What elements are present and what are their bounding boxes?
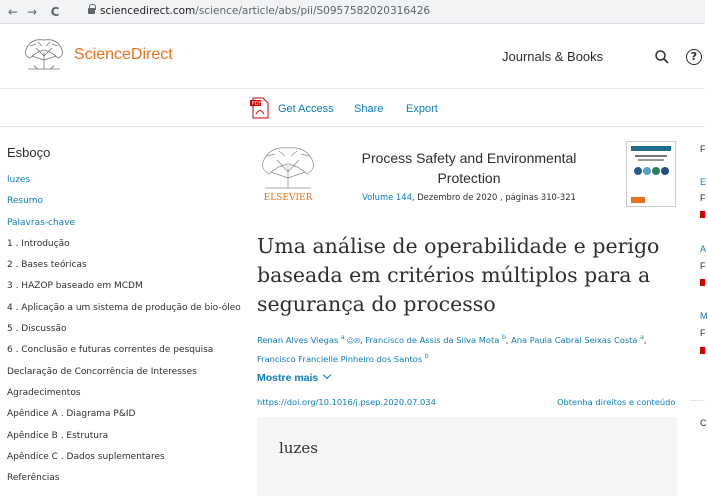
forward-icon[interactable]: → <box>26 5 38 19</box>
author-affiliation: b <box>501 334 506 341</box>
header-divider <box>0 88 705 89</box>
author-name[interactable]: Ana Paula Cabral Seixas Costa <box>511 334 638 345</box>
outline-item[interactable]: 6 . Conclusão e futuras correntes de pesquisa <box>7 345 214 356</box>
export-link[interactable]: Export <box>406 103 438 115</box>
get-access-link[interactable]: Get Access <box>278 103 334 115</box>
outline-item[interactable]: 4 . Aplicação a um sistema de produção de bio-óleo <box>7 302 241 313</box>
author-affiliation: b <box>424 352 429 360</box>
reload-icon[interactable]: C <box>50 5 60 19</box>
back-icon[interactable]: ← <box>7 5 19 19</box>
outline-item[interactable]: Declaração de Concorrência de Interesses <box>7 366 197 377</box>
lock-icon <box>88 8 95 14</box>
publisher-name: ELSEVIER <box>263 193 313 203</box>
outline-item[interactable]: Apêndice C . Dados suplementares <box>7 451 165 462</box>
author-affiliation: a <box>640 334 644 341</box>
right-sidebar-link-3[interactable]: M <box>700 311 708 321</box>
right-sidebar-link-2[interactable]: A <box>700 244 707 254</box>
search-icon[interactable] <box>655 50 669 64</box>
chevron-down-icon <box>323 371 331 379</box>
action-divider <box>0 126 705 127</box>
elsevier-logo-icon[interactable] <box>257 142 319 204</box>
author-list: Renan Alves Viegas $^a$ ☹✉, Francisco de Assis da Silva Mota $^b$, Ana Paula Cabral Seixas Costa $^a$, Francisco Francielle Pinheiro dos Santos $^b$ <box>257 334 647 364</box>
url-text[interactable]: sciencedirect.com/science/article/abs/pii/S0957582020316426 <box>100 5 431 17</box>
right-sidebar-meta-3: F <box>700 328 706 338</box>
outline-item[interactable]: Resumo <box>7 196 44 207</box>
author-name[interactable]: Francisco de Assis da Silva Mota <box>365 334 500 345</box>
share-link[interactable]: Share <box>354 103 384 115</box>
pdf-icon[interactable] <box>250 97 270 119</box>
right-sidebar-divider <box>690 400 705 401</box>
help-icon[interactable]: ? <box>686 49 702 65</box>
right-pdf-icon-3[interactable] <box>700 347 705 354</box>
outline-item[interactable]: 5 . Discussão <box>7 324 67 335</box>
highlights-section <box>257 417 677 496</box>
outline-item[interactable]: 2 . Bases teóricas <box>7 260 87 271</box>
browser-toolbar <box>0 0 705 24</box>
outline-item[interactable]: 3 . HAZOP baseado em MCDM <box>7 281 143 292</box>
outline-item[interactable]: 1 . Introdução <box>7 238 70 249</box>
article-title: Uma análise de operabilidade e perigo baseada em critérios múltiplos para a segurança do processo <box>257 234 660 316</box>
outline-item[interactable]: Agradecimentos <box>7 387 81 398</box>
right-pdf-icon-1[interactable] <box>700 211 705 218</box>
right-sidebar-heading-2: C <box>700 418 707 428</box>
elsevier-tree-logo-icon[interactable] <box>22 36 66 70</box>
outline-item[interactable]: Apêndice B . Estrutura <box>7 430 109 441</box>
right-sidebar-heading: F <box>700 144 706 154</box>
outline-item[interactable]: Palavras-chave <box>7 217 76 228</box>
outline-item[interactable]: Referências <box>7 473 60 484</box>
outline-item[interactable]: luzes <box>7 175 31 185</box>
show-more-button[interactable]: Mostre mais <box>257 372 330 384</box>
right-pdf-icon-2[interactable] <box>700 279 705 286</box>
outline-list <box>7 170 241 489</box>
volume-info: Volume 144, Dezembro de 2020 , páginas 310-321 <box>362 192 576 202</box>
journal-title[interactable]: Process Safety and Environmental Protection <box>361 150 577 186</box>
right-sidebar-meta-2: F <box>700 261 706 271</box>
right-sidebar-meta-1: F <box>700 193 706 203</box>
svg-text:PDF: PDF <box>251 101 262 107</box>
outline-item[interactable]: Apêndice A . Diagrama P&ID <box>7 409 136 420</box>
author-affiliation: a <box>340 334 345 341</box>
right-sidebar-link-1[interactable]: E <box>700 177 707 187</box>
journals-books-link[interactable]: Journals & Books <box>502 49 604 64</box>
author-contact-icon[interactable]: ☹✉ <box>344 336 360 345</box>
author-name[interactable]: Renan Alves Viegas <box>257 334 339 345</box>
doi-link[interactable]: https://doi.org/10.1016/j.psep.2020.07.034 <box>257 397 436 407</box>
brand-name[interactable]: ScienceDirect <box>74 46 173 63</box>
volume-link[interactable]: Volume 144 <box>362 192 412 202</box>
highlights-title: luzes <box>279 439 318 457</box>
rights-link[interactable]: Obtenha direitos e conteúdo <box>557 397 676 407</box>
journal-cover[interactable] <box>626 141 676 207</box>
outline-title: Esboço <box>7 145 51 160</box>
author-name[interactable]: Francisco Francielle Pinheiro dos Santos <box>257 353 423 364</box>
